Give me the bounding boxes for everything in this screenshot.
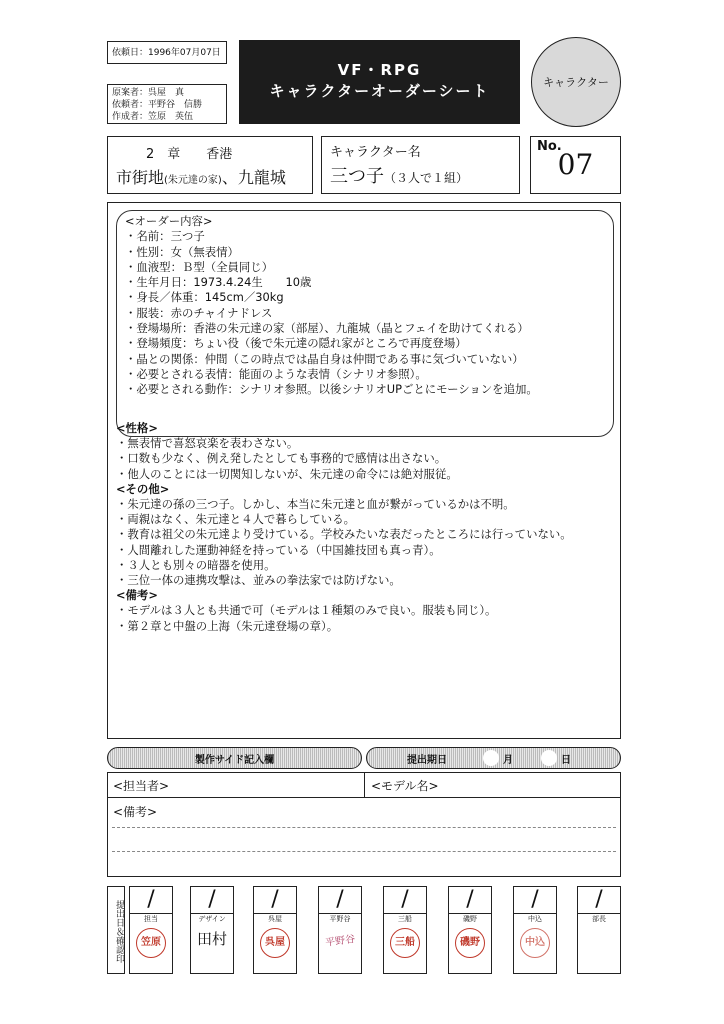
approver-name: 中込 (514, 913, 556, 924)
day-circle[interactable] (541, 750, 557, 766)
request-date-box (107, 41, 227, 64)
notes-line: ・第２章と中盤の上海（朱元達登場の章）。 (116, 618, 339, 633)
approval-col-1 (129, 886, 173, 974)
character-name (330, 162, 511, 188)
other-line: ・３人とも別々の暗器を使用。 (116, 557, 276, 572)
number-value: 07 (557, 148, 594, 181)
month-circle[interactable] (483, 750, 499, 766)
approval-seal: 三船 (390, 928, 420, 958)
date-slash: / (401, 887, 409, 912)
personality-line: ・他人のことには一切関知しないが、朱元達の命令には絶対服従。 (116, 466, 458, 481)
approval-seal: 磯野 (455, 928, 485, 958)
approver-name: 部長 (578, 913, 620, 924)
approval-col-7 (513, 886, 557, 974)
order-line: ・血液型：Ｂ型（全員同じ） (125, 259, 274, 274)
date-slash: / (336, 887, 344, 912)
character-name-label: キャラクター名 (330, 145, 421, 160)
approval-col-2 (190, 886, 234, 974)
character-name-box (321, 136, 520, 194)
approval-signature: 平野谷 (324, 933, 356, 950)
order-line: ・服装：赤のチャイナドレス (125, 305, 273, 320)
order-line: ・必要とされる表情：能面のような表情（シナリオ参照）。 (125, 366, 427, 381)
order-line: ・登場頻度：ちょい役（後で朱元達の隠れ家がところで再度登場） (125, 336, 467, 351)
location-main: 市街地 (116, 168, 165, 187)
approval-col-4 (318, 886, 362, 974)
number-box (530, 136, 621, 194)
creator-requester: 依頼者：平野谷 信勝 (112, 100, 203, 111)
location-sub: (朱元達の家) (164, 175, 222, 186)
approval-col-6 (448, 886, 492, 974)
date-slash: / (147, 887, 155, 912)
remarks-label: <備考> (113, 805, 158, 819)
remarks-line (112, 851, 616, 852)
creators-box (107, 84, 227, 124)
other-line: ・人間離れした運動神経を持っている（中国雑技団も真っ青）。 (116, 542, 441, 557)
location-tail: 、九龍城 (221, 168, 286, 187)
other-heading: <その他> (116, 481, 170, 496)
other-line: ・教育は祖父の朱元達より受けている。学校みたいな表だったところには行っていない。 (116, 527, 572, 542)
date-slash: / (466, 887, 474, 912)
remarks-line (112, 827, 616, 828)
approver-name: 磯野 (449, 913, 491, 924)
order-line: ・生年月日：1973.4.24生 10歳 (125, 275, 312, 290)
date-slash: / (208, 887, 216, 912)
order-line: ・必要とされる動作：シナリオ参照。以後シナリオUPごとにモーションを追加。 (125, 382, 538, 397)
details-section (116, 421, 616, 634)
production-side-pill (107, 747, 362, 769)
date-slash: / (531, 887, 539, 912)
other-line: ・朱元達の孫の三つ子。しかし、本当に朱元達と血が繋がっているかは不明。 (116, 497, 515, 512)
personality-line: ・口数も少なく、例え発したとしても事務的で感情は出さない。 (116, 451, 447, 466)
approval-col-3 (253, 886, 297, 974)
order-box (116, 210, 614, 437)
sheet-title-line1: VF・RPG (337, 61, 422, 79)
production-side-label: 製作サイド記入欄 (194, 754, 275, 766)
character-badge (531, 37, 621, 127)
approval-seal: 笠原 (136, 928, 166, 958)
date-slash: / (595, 887, 603, 912)
sheet-title (239, 40, 520, 124)
character-name-note: （３人で１組） (384, 171, 469, 185)
assignee-field[interactable] (107, 772, 365, 798)
character-name-value: 三つ子 (330, 166, 384, 187)
assignee-label: <担当者> (113, 779, 170, 793)
approver-name: 三船 (384, 913, 426, 924)
due-date-label: 提出期日 (407, 754, 447, 766)
order-heading: <オーダー内容> (125, 214, 213, 228)
character-badge-label: キャラクター (543, 76, 609, 89)
order-line: ・名前：三つ子 (125, 229, 205, 244)
order-line: ・晶との関係：仲間（この時点では晶自身は仲間である事に気づいていない） (125, 351, 524, 366)
model-field[interactable] (365, 772, 621, 798)
notes-heading: <備考> (116, 588, 158, 603)
approval-col-8 (577, 886, 621, 974)
approver-name: 担当 (130, 913, 172, 924)
model-label: <モデル名> (371, 779, 439, 793)
approval-side-label: 提出日＆確認印 (107, 886, 125, 974)
approval-seal: 中込 (520, 928, 550, 958)
approver-name: 呉屋 (254, 913, 296, 924)
approval-signature: 田村 (196, 930, 227, 948)
order-line: ・登場場所：香港の朱元達の家（部屋）、九龍城（晶とフェイを助けてくれる） (125, 321, 529, 336)
other-line: ・三位一体の連携攻撃は、並みの拳法家では防げない。 (116, 573, 401, 588)
day-label: 日 (561, 754, 571, 766)
order-line: ・身長／体重：145cm／30kg (125, 290, 284, 305)
approver-name: デザイン (191, 913, 233, 924)
chapter-label: 2 章 香港 (146, 147, 233, 162)
other-line: ・両親はなく、朱元達と４人で暮らしている。 (116, 512, 355, 527)
sheet-title-line2: キャラクターオーダーシート (269, 82, 490, 100)
approver-name: 平野谷 (319, 913, 361, 924)
due-date-pill (366, 747, 621, 769)
month-label: 月 (503, 754, 513, 766)
approval-col-5 (383, 886, 427, 974)
date-slash: / (271, 887, 279, 912)
number-label: No. (537, 139, 562, 154)
approval-seal: 呉屋 (260, 928, 290, 958)
creator-proposer: 原案者：呉屋 真 (112, 88, 185, 98)
personality-line: ・無表情で喜怒哀楽を表わさない。 (116, 436, 299, 451)
creator-author: 作成者：笠原 英伍 (112, 112, 194, 123)
request-date: 依頼日：1996年07月07日 (112, 48, 221, 58)
chapter-box (107, 136, 313, 194)
order-line: ・性別：女（無表情） (125, 244, 239, 259)
notes-line: ・モデルは３人とも共通で可（モデルは１種類のみで良い。服装も同じ）。 (116, 603, 497, 618)
location (116, 165, 304, 188)
personality-heading: <性格> (116, 421, 158, 435)
